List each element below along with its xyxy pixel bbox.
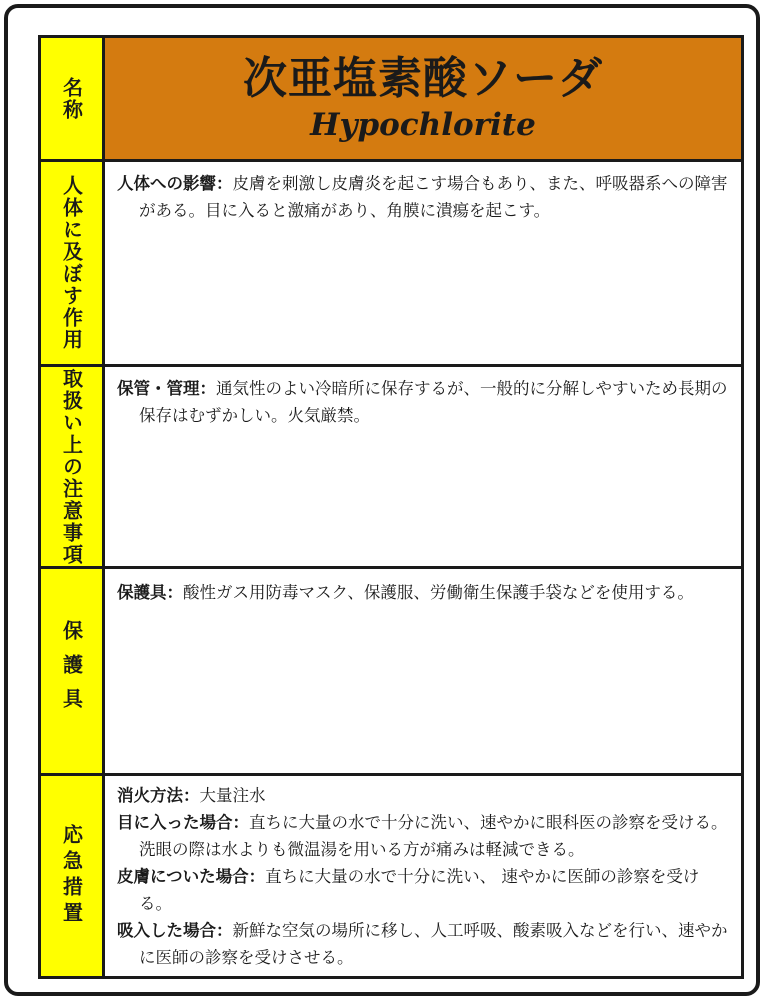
- inhalation-text: 新鮮な空気の場所に移し、人工呼吸、酸素吸入などを行い、速やかに医師の診察を受けさせる。: [139, 921, 728, 967]
- chemical-name-en: Hypochlorite: [310, 106, 536, 143]
- protective-paragraph: [117, 579, 731, 606]
- title-cell: [105, 38, 741, 159]
- skin-contact-heading: 皮膚についた場合：: [117, 867, 266, 886]
- handling-heading: 保管・管理：: [117, 379, 216, 398]
- skin-contact-paragraph: [117, 863, 731, 917]
- first-aid-content: [105, 776, 741, 976]
- first-aid-row: [41, 776, 741, 976]
- handling-paragraph: [117, 375, 731, 429]
- handling-row: [41, 367, 741, 569]
- inhalation-paragraph: [117, 917, 731, 971]
- protective-row: [41, 569, 741, 776]
- handling-label-cell: [41, 367, 105, 566]
- sds-table: [38, 35, 744, 979]
- first-aid-label-cell: [41, 776, 105, 976]
- name-label: 名称: [59, 76, 84, 121]
- extinguish-paragraph: [117, 782, 731, 809]
- handling-text: 通気性のよい冷暗所に保存するが、一般的に分解しやすいため長期の保存はむずかしい。火気厳禁。: [139, 379, 728, 425]
- eye-contact-text: 直ちに大量の水で十分に洗い、速やかに眼科医の診察を受ける。洗眼の際は水よりも微温湯を用いる方が痛みは軽減できる。: [139, 813, 728, 859]
- protective-label-cell: [41, 569, 105, 773]
- eye-contact-paragraph: [117, 809, 731, 863]
- effects-content: [105, 162, 741, 364]
- name-label-cell: [41, 38, 105, 159]
- extinguish-text: 大量注水: [199, 786, 266, 805]
- skin-contact-text: 直ちに大量の水で十分に洗い、 速やかに医師の診察を受ける。: [139, 867, 700, 913]
- chemical-name-jp: 次亜塩素酸ソーダ: [243, 53, 603, 105]
- effects-heading: 人体への影響：: [117, 174, 233, 193]
- inhalation-heading: 吸入した場合：: [117, 921, 233, 940]
- first-aid-label: 応急措置: [59, 824, 84, 928]
- protective-heading: 保護具：: [117, 583, 183, 602]
- protective-label: 保護具: [59, 620, 84, 722]
- effects-paragraph: [117, 170, 731, 224]
- handling-label: 取扱い上の注意事項: [59, 367, 84, 566]
- effects-label: 人体に及ぼす作用: [59, 175, 84, 351]
- protective-content: [105, 569, 741, 773]
- name-row: [41, 38, 741, 162]
- handling-content: [105, 367, 741, 566]
- effects-label-cell: [41, 162, 105, 364]
- protective-text: 酸性ガス用防毒マスク、保護服、労働衛生保護手袋などを使用する。: [183, 583, 694, 602]
- effects-row: [41, 162, 741, 367]
- eye-contact-heading: 目に入った場合：: [117, 813, 249, 832]
- extinguish-heading: 消火方法：: [117, 786, 200, 805]
- effects-text: 皮膚を刺激し皮膚炎を起こす場合もあり、また、呼吸器系への障害がある。目に入ると激痛があり、角膜に潰瘍を起こす。: [139, 174, 728, 220]
- sign-frame: [4, 4, 760, 996]
